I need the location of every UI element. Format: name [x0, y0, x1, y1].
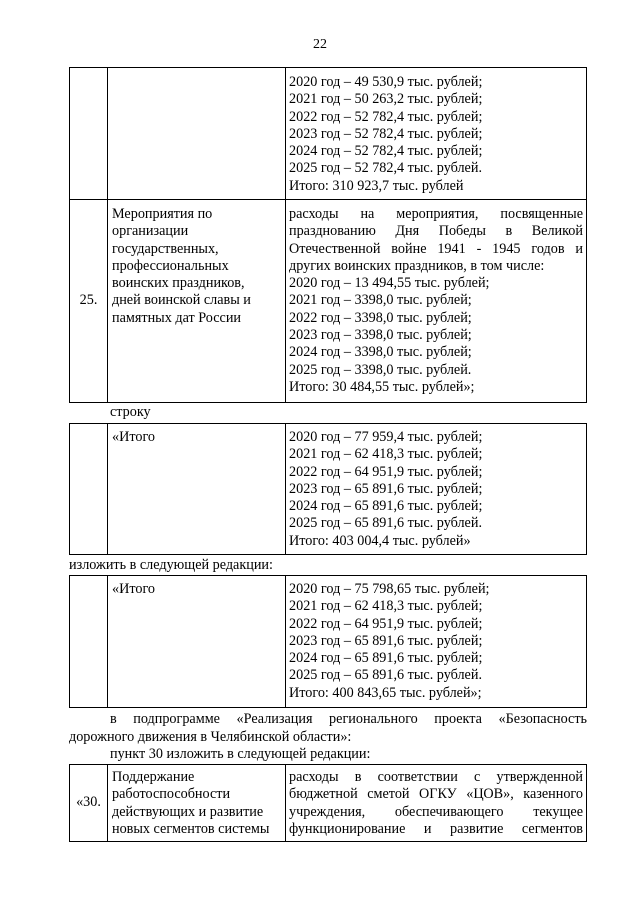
table-row — [70, 68, 587, 200]
measure-name-line: памятных дат России — [112, 309, 242, 326]
funding-line: 2022 год – 52 782,4 тыс. рублей; — [289, 108, 483, 125]
page-number: 22 — [313, 37, 327, 52]
funding-line: 2021 год – 50 263,2 тыс. рублей; — [289, 91, 483, 108]
table-row — [70, 576, 587, 708]
measure-name-line: профессиональных — [112, 257, 229, 274]
measure-name-line: действующих и развитие — [112, 803, 264, 820]
funding-line: 2024 год – 52 782,4 тыс. рублей; — [289, 143, 483, 160]
funding-line: 2024 год – 3398,0 тыс. рублей; — [289, 344, 472, 361]
funding-line: 2021 год – 62 418,3 тыс. рублей; — [289, 598, 483, 615]
total-label-cell — [108, 424, 286, 555]
funding-description-line: бюджетной сметой ОГКУ «ЦОВ», казенного — [289, 786, 583, 803]
funding-line: 2022 год – 64 951,9 тыс. рублей; — [289, 463, 483, 480]
funding-table-continuation — [69, 67, 587, 403]
funding-cell — [286, 765, 587, 842]
funding-description-line: расходы в соответствии с утвержденной — [289, 769, 583, 785]
funding-total-line: Итого: 400 843,65 тыс. рублей»; — [289, 684, 482, 701]
subprogram-paragraph-cont: дорожного движения в Челябинской области»: — [69, 729, 352, 745]
measure-name-line: работоспособности — [112, 786, 231, 803]
measure-name-cell — [108, 765, 286, 842]
funding-line: 2025 год – 65 891,6 тыс. рублей. — [289, 515, 482, 532]
funding-cell — [286, 200, 587, 403]
old-total-table — [69, 423, 587, 555]
funding-line: 2025 год – 65 891,6 тыс. рублей. — [289, 667, 482, 684]
funding-cell — [286, 68, 587, 200]
measure-name-cell — [108, 200, 286, 403]
measure-name-line: Мероприятия по — [112, 206, 213, 222]
row-number-cell — [70, 576, 108, 708]
funding-description-line: празднованию Дня Победы в Великой — [289, 223, 583, 240]
funding-description-line: расходы на мероприятия, посвященные — [289, 206, 583, 222]
funding-total-line: Итого: 403 004,4 тыс. рублей» — [289, 532, 471, 549]
subprogram-paragraph: в подпрограмме «Реализация регионального проекта «Безопасность — [110, 711, 587, 727]
funding-line: 2025 год – 52 782,4 тыс. рублей. — [289, 160, 482, 177]
instruction-text: изложить в следующей редакции: — [69, 557, 273, 573]
funding-line: 2023 год – 52 782,4 тыс. рублей; — [289, 125, 483, 142]
new-total-table — [69, 575, 587, 708]
funding-line: 2020 год – 49 530,9 тыс. рублей; — [289, 74, 483, 90]
funding-cell — [286, 576, 587, 708]
row-number: «30. — [76, 794, 101, 811]
funding-line: 2022 год – 64 951,9 тыс. рублей; — [289, 615, 483, 632]
funding-line: 2023 год – 3398,0 тыс. рублей; — [289, 327, 472, 344]
funding-line: 2020 год – 13 494,55 тыс. рублей; — [289, 275, 490, 292]
funding-cell — [286, 424, 587, 555]
instruction-text: пункт 30 изложить в следующей редакции: — [110, 746, 371, 762]
row-number-cell — [70, 200, 108, 403]
measure-name-line: воинских праздников, — [112, 275, 245, 292]
measure-name-line: дней воинской славы и — [112, 292, 251, 309]
measure-name-line: государственных, — [112, 240, 219, 257]
funding-line: 2021 год – 62 418,3 тыс. рублей; — [289, 446, 483, 463]
funding-description-line: Отечественной войне 1941 - 1945 годов и — [289, 240, 583, 257]
table-row — [70, 424, 587, 555]
total-label: «Итого — [112, 429, 156, 445]
measure-name-line: Поддержание — [112, 769, 195, 785]
funding-total-line: Итого: 310 923,7 тыс. рублей — [289, 177, 464, 194]
row-number-cell — [70, 68, 108, 200]
measure-name-line: новых сегментов системы — [112, 820, 270, 837]
funding-description-line: функционирование и развитие сегментов — [289, 820, 583, 837]
funding-description-line: учреждения, обеспечивающего текущее — [289, 803, 583, 820]
total-label: «Итого — [112, 581, 156, 597]
funding-total-line: Итого: 30 484,55 тыс. рублей»; — [289, 378, 475, 395]
total-label-cell — [108, 576, 286, 708]
row30-table — [69, 764, 587, 842]
funding-line: 2021 год – 3398,0 тыс. рублей; — [289, 292, 472, 309]
measure-name-cell — [108, 68, 286, 200]
funding-line: 2022 год – 3398,0 тыс. рублей; — [289, 309, 472, 326]
row-number: 25. — [79, 292, 98, 309]
funding-description-line: других воинских праздников, в том числе: — [289, 257, 545, 274]
measure-name-line: организации — [112, 223, 189, 240]
funding-line: 2024 год – 65 891,6 тыс. рублей; — [289, 650, 483, 667]
table-row-25 — [70, 200, 587, 403]
funding-line: 2023 год – 65 891,6 тыс. рублей; — [289, 480, 483, 497]
funding-line: 2025 год – 3398,0 тыс. рублей. — [289, 361, 472, 378]
row-number-cell — [70, 765, 108, 842]
row-number-cell — [70, 424, 108, 555]
funding-line: 2023 год – 65 891,6 тыс. рублей; — [289, 632, 483, 649]
funding-line: 2020 год – 75 798,65 тыс. рублей; — [289, 581, 490, 597]
funding-line: 2024 год – 65 891,6 тыс. рублей; — [289, 498, 483, 515]
instruction-text: строку — [110, 404, 151, 420]
table-row-30 — [70, 765, 587, 842]
funding-line: 2020 год – 77 959,4 тыс. рублей; — [289, 429, 483, 445]
